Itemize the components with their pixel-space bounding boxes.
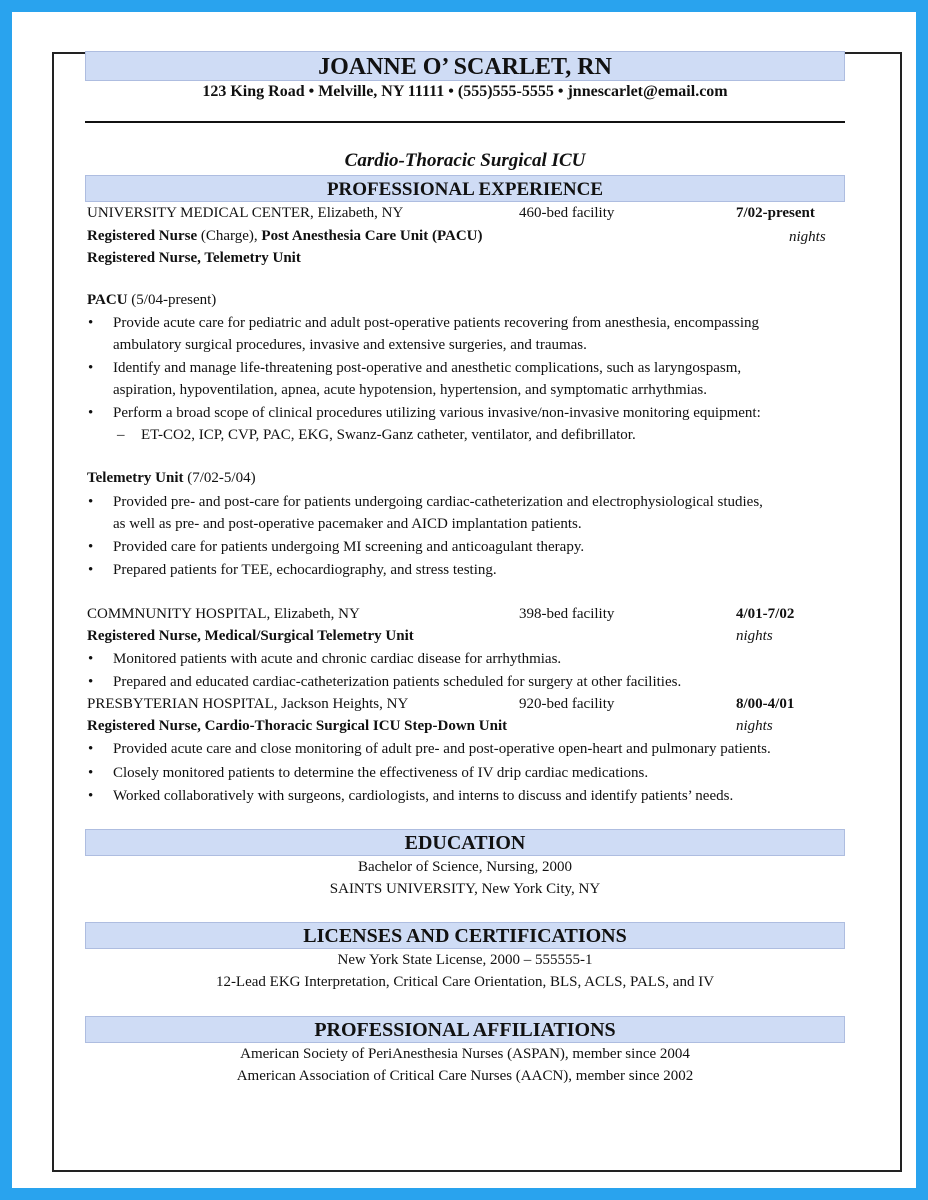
objective-title: Cardio-Thoracic Surgical ICU	[344, 150, 586, 171]
license-line-2: 12-Lead EKG Interpretation, Critical Care Orientation, BLS, ACLS, PALS, and IV	[215, 974, 715, 990]
role-1: Registered Nurse (Charge), Post Anesthesia Care Unit (PACU)	[87, 228, 483, 244]
bullet: •	[88, 360, 94, 376]
dates-3: 8/00-4/01	[736, 696, 795, 712]
bullet-text: Worked collaboratively with surgeons, cardiologists, and interns to discuss and identify patients’ needs.	[113, 788, 734, 804]
shift-3: nights	[736, 718, 773, 734]
section-header-education: EDUCATION	[85, 829, 845, 856]
bullet-text: aspiration, hypoventilation, apnea, acute hypotension, hypertension, and symptomatic arrhythmias.	[113, 382, 708, 398]
license-line-1: New York State License, 2000 – 555555-1	[337, 952, 593, 968]
affiliation-line-1: American Society of PeriAnesthesia Nurses (ASPAN), member since 2004	[240, 1046, 690, 1062]
role-3: Registered Nurse, Cardio-Thoracic Surgical ICU Step-Down Unit	[87, 718, 508, 734]
candidate-name: JOANNE O’ SCARLET, RN	[318, 54, 612, 80]
shift-1: nights	[789, 229, 826, 245]
bullet-text: Monitored patients with acute and chronic cardiac disease for arrhythmias.	[113, 651, 562, 667]
bullet-text: Perform a broad scope of clinical procedures utilizing various invasive/non-invasive monitoring equipment:	[113, 405, 761, 421]
subunit-pacu: PACU (5/04-present)	[87, 292, 217, 308]
contact-line: 123 King Road • Melville, NY 11111 • (555)555-5555 • jnnescarlet@email.com	[202, 83, 728, 100]
facility-3: 920-bed facility	[519, 696, 615, 712]
education-school: SAINTS UNIVERSITY, New York City, NY	[329, 881, 601, 897]
bullet-text: Provided acute care and close monitoring of adult pre- and post-operative open-heart and pulmonary patients.	[113, 741, 771, 757]
bullet: •	[88, 765, 94, 781]
education-degree: Bachelor of Science, Nursing, 2000	[357, 859, 573, 875]
dates-1: 7/02-present	[736, 205, 815, 221]
bullet-text: Closely monitored patients to determine the effectiveness of IV drip cardiac medications.	[113, 765, 649, 781]
section-header-licenses: LICENSES AND CERTIFICATIONS	[85, 922, 845, 949]
employer-2: COMMNUNITY HOSPITAL, Elizabeth, NY	[87, 606, 360, 622]
bullet: •	[88, 788, 94, 804]
name-banner	[85, 51, 845, 81]
bullet: •	[88, 651, 94, 667]
role-1b: Registered Nurse, Telemetry Unit	[87, 250, 301, 266]
facility-1: 460-bed facility	[519, 205, 615, 221]
header-divider	[85, 121, 845, 123]
shift-2: nights	[736, 628, 773, 644]
bullet-text: ET-CO2, ICP, CVP, PAC, EKG, Swanz-Ganz catheter, ventilator, and defibrillator.	[141, 427, 636, 443]
bullet: •	[88, 674, 94, 690]
dates-2: 4/01-7/02	[736, 606, 795, 622]
employer-1: UNIVERSITY MEDICAL CENTER, Elizabeth, NY	[87, 205, 404, 221]
bullet: •	[88, 741, 94, 757]
affiliation-line-2: American Association of Critical Care Nurses (AACN), member since 2002	[236, 1068, 694, 1084]
employer-3: PRESBYTERIAN HOSPITAL, Jackson Heights, NY	[87, 696, 409, 712]
bullet-text: Prepared and educated cardiac-catheterization patients scheduled for surgery at other facilities.	[113, 674, 682, 690]
section-header-affiliations: PROFESSIONAL AFFILIATIONS	[85, 1016, 845, 1043]
bullet-text: Identify and manage life-threatening post-operative and anesthetic complications, such as laryngospasm,	[113, 360, 742, 376]
bullet-text: Provided care for patients undergoing MI screening and anticoagulant therapy.	[113, 539, 585, 555]
bullet: •	[88, 405, 94, 421]
bullet-text: as well as pre- and post-operative pacemaker and AICD implantation patients.	[113, 516, 582, 532]
bullet-text: ambulatory surgical procedures, invasive and extensive surgeries, and traumas.	[113, 337, 587, 353]
role-2: Registered Nurse, Medical/Surgical Telemetry Unit	[87, 628, 414, 644]
bullet-text: Prepared patients for TEE, echocardiography, and stress testing.	[113, 562, 497, 578]
bullet: •	[88, 562, 94, 578]
bullet: •	[88, 494, 94, 510]
bullet: •	[88, 315, 94, 331]
bullet: •	[88, 539, 94, 555]
bullet-text: Provided pre- and post-care for patients undergoing cardiac-catheterization and electrophysiological studies,	[113, 494, 763, 510]
dash: –	[117, 427, 125, 443]
section-header-experience: PROFESSIONAL EXPERIENCE	[85, 175, 845, 202]
facility-2: 398-bed facility	[519, 606, 615, 622]
subunit-telemetry: Telemetry Unit (7/02-5/04)	[87, 470, 256, 486]
bullet-text: Provide acute care for pediatric and adult post-operative patients recovering from anesthesia, encompassing	[113, 315, 760, 331]
